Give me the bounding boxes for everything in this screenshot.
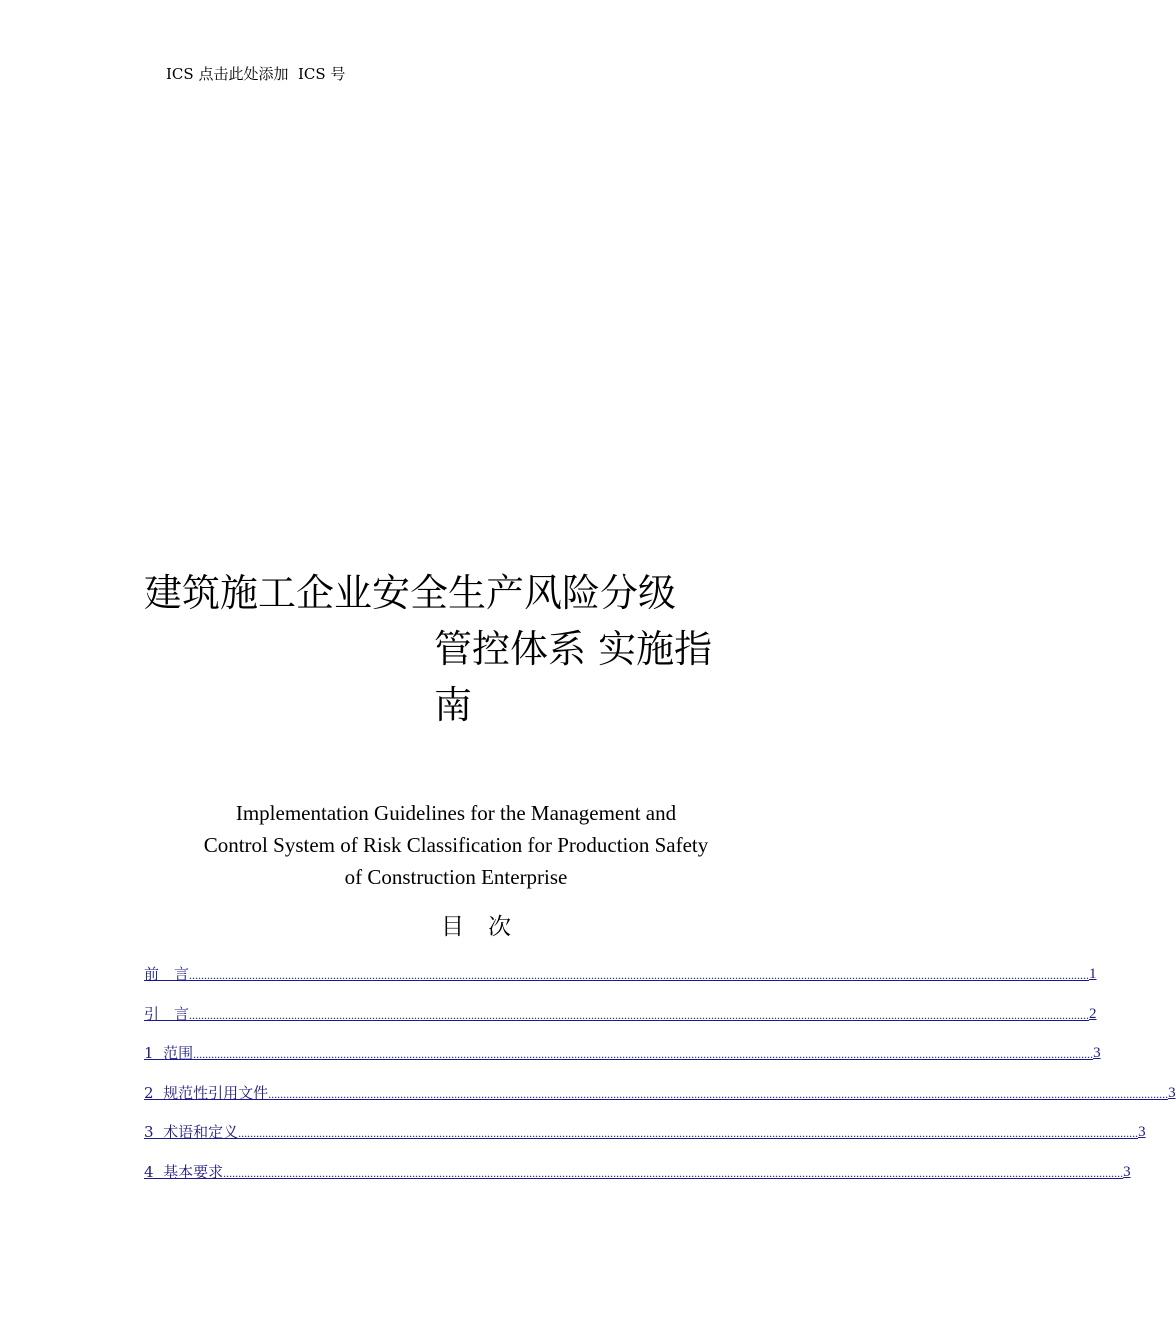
toc-leader-dots: ............................................................................................................................................................................................................................................................................................................ xyxy=(193,1047,1094,1062)
toc-entry-label: 2 规范性引用文件 xyxy=(144,1083,269,1102)
toc-leader-dots: ............................................................................................................................................................................................................................................................................................................ xyxy=(189,968,1090,982)
document-title-en-line-2: Control System of Risk Classification for Production Safety xyxy=(203,833,709,857)
toc-entry-page: 1 xyxy=(1089,966,1097,982)
toc-entry-label: 1 范围 xyxy=(144,1044,194,1063)
document-title-cn-line-3: 南 xyxy=(434,683,473,727)
toc-entry-scope[interactable] xyxy=(144,1043,1101,1083)
ics-number-placeholder[interactable]: ICS 点击此处添加 ICS 号 xyxy=(166,65,346,83)
table-of-contents xyxy=(144,964,1176,1202)
toc-leader-dots: ............................................................................................................................................................................................................................................................................................................ xyxy=(189,1007,1090,1022)
toc-entry-page: 3 xyxy=(1138,1124,1146,1141)
document-title-cn-line-2: 管控体系 实施指 xyxy=(434,627,713,671)
toc-entry-introduction[interactable] xyxy=(144,1004,1097,1044)
toc-entry-page: 3 xyxy=(1168,1084,1176,1101)
toc-entry-label: 引 言 xyxy=(144,1004,190,1023)
toc-entry-page: 3 xyxy=(1093,1045,1101,1062)
toc-entry-label: 3 术语和定义 xyxy=(144,1123,239,1142)
toc-entry-basic-requirements[interactable] xyxy=(144,1162,1131,1202)
toc-leader-dots: ............................................................................................................................................................................................................................................................................................................ xyxy=(268,1086,1169,1101)
document-title-en-line-1: Implementation Guidelines for the Management and xyxy=(235,801,677,825)
toc-leader-dots: ............................................................................................................................................................................................................................................................................................................ xyxy=(238,1126,1139,1141)
toc-entry-label: 前 言 xyxy=(144,965,190,983)
toc-leader-dots: ............................................................................................................................................................................................................................................................................................................ xyxy=(223,1165,1124,1180)
document-title-cn-line-1: 建筑施工企业安全生产风险分级 xyxy=(144,571,677,615)
document-title-en-line-3: of Construction Enterprise xyxy=(344,865,568,889)
toc-entry-page: 3 xyxy=(1123,1163,1131,1180)
toc-entry-label: 4 基本要求 xyxy=(144,1162,224,1181)
toc-heading: 目次 xyxy=(441,914,535,940)
toc-entry-page: 2 xyxy=(1089,1005,1097,1022)
toc-entry-terms-definitions[interactable] xyxy=(144,1122,1146,1162)
toc-entry-foreword[interactable] xyxy=(144,964,1097,1004)
toc-entry-normative-references[interactable] xyxy=(144,1083,1176,1123)
